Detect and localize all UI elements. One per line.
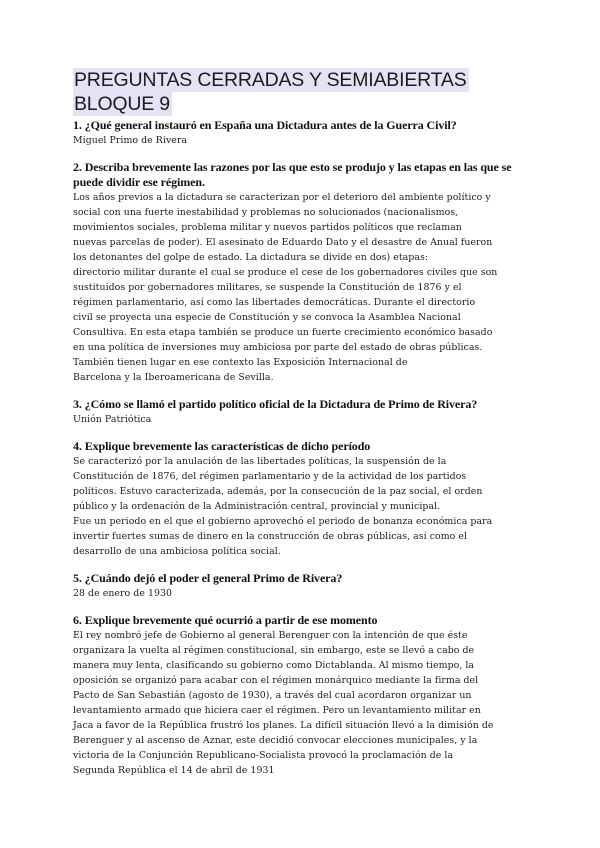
- question-heading: 3. ¿Cómo se llamó el partido político oficial de la Dictadura de Primo de Rivera?: [73, 397, 478, 411]
- question-heading: 1. ¿Qué general instauró en España una Dictadura antes de la Guerra Civil?: [73, 118, 457, 132]
- question-heading: 2. Describa brevemente las razones por las que esto se produjo y las etapas en las que se puede dividir ese régimen.: [73, 160, 512, 189]
- answer-text: El rey nombró jefe de Gobierno al general Berenguer con la intención de que éste organizara la vuelta al régimen constitucional, sin embargo, este se llevó a cabo de manera muy lenta, clasificando su gobierno como Dictablanda. Al mismo tiempo, la oposición se organizó para acabar con el régimen monárquico mediante la firma del Pacto de San Sebastián (agosto de 1930), a través del cual acordaron organizar un levantamiento armado que hiciera caer el régimen. Pero un levantamiento militar en Jaca a favor de la República frustró los planes. La difícil situación llevó a la dimisión de Berenguer y al ascenso de Aznar, este decidió convocar elecciones municipales, y la victoria de la Conjunción Republicano-Socialista provocó la proclamación de la Segunda República el 14 de abril de 1931: [73, 630, 494, 776]
- document-title: [73, 68, 528, 116]
- document-page: [73, 68, 528, 790]
- answer-text: 28 de enero de 1930: [73, 588, 173, 599]
- question-section-6: [73, 613, 528, 778]
- question-heading: 6. Explique brevemente qué ocurrió a partir de ese momento: [73, 613, 378, 627]
- answer-text: Los años previos a la dictadura se caracterizan por el deterioro del ambiente político y social con una fuerte inestabilidad y problemas no solucionados (nacionalismos, movimientos sociales, problema militar y nuevos partidos políticos que reclaman nuevas parcelas de poder). El asesinato de Eduardo Dato y el desastre de Anual fueron los detonantes del golpe de estado. La dictadura se divide en dos) etapas: directorio militar durante el cual se produce el cese de los gobernadores civiles que son sustituidos por gobernadores militares, se suspende la Constitución de 1876 y el régimen parlamentario, así como las libertades democráticas. Durante el directorio civil se proyecta una especie de Constitución y se convoca la Asamblea Nacional Consultiva. En esta etapa también se produce un fuerte crecimiento económico basado en una política de inversiones muy ambiciosa por parte del estado de obras públicas. También tienen lugar en ese contexto las Exposición Internacional de Barcelona y la Iberoamericana de Sevilla.: [73, 192, 498, 383]
- answer-text: Unión Patriótica: [73, 414, 152, 425]
- title-line-1: PREGUNTAS CERRADAS Y SEMIABIERTAS: [74, 69, 467, 91]
- question-section-5: [73, 571, 528, 601]
- answer-text: Se caracterizó por la anulación de las libertades políticas, la suspensión de la Constitución de 1876, del régimen parlamentario y de la actividad de los partidos políticos. Estuvo caracterizada, además, por la consecución de la paz social, el orden público y la ordenación de la Administración central, provincial y municipal. Fue un periodo en el que el gobierno aprovechó el periodo de bonanza económica para invertir fuertes sumas de dinero en la construcción de obras públicas, así como el desarrollo de una ambiciosa política social.: [73, 456, 493, 557]
- question-section-3: [73, 397, 528, 427]
- title-line-2: BLOQUE 9: [74, 93, 170, 115]
- answer-text: Miguel Primo de Rivera: [73, 135, 188, 146]
- question-heading: 5. ¿Cuándo dejó el poder el general Primo de Rivera?: [73, 571, 343, 585]
- question-section-1: [73, 118, 528, 148]
- question-section-2: [73, 160, 528, 385]
- question-section-4: [73, 439, 528, 559]
- question-heading: 4. Explique brevemente las características de dicho período: [73, 439, 371, 453]
